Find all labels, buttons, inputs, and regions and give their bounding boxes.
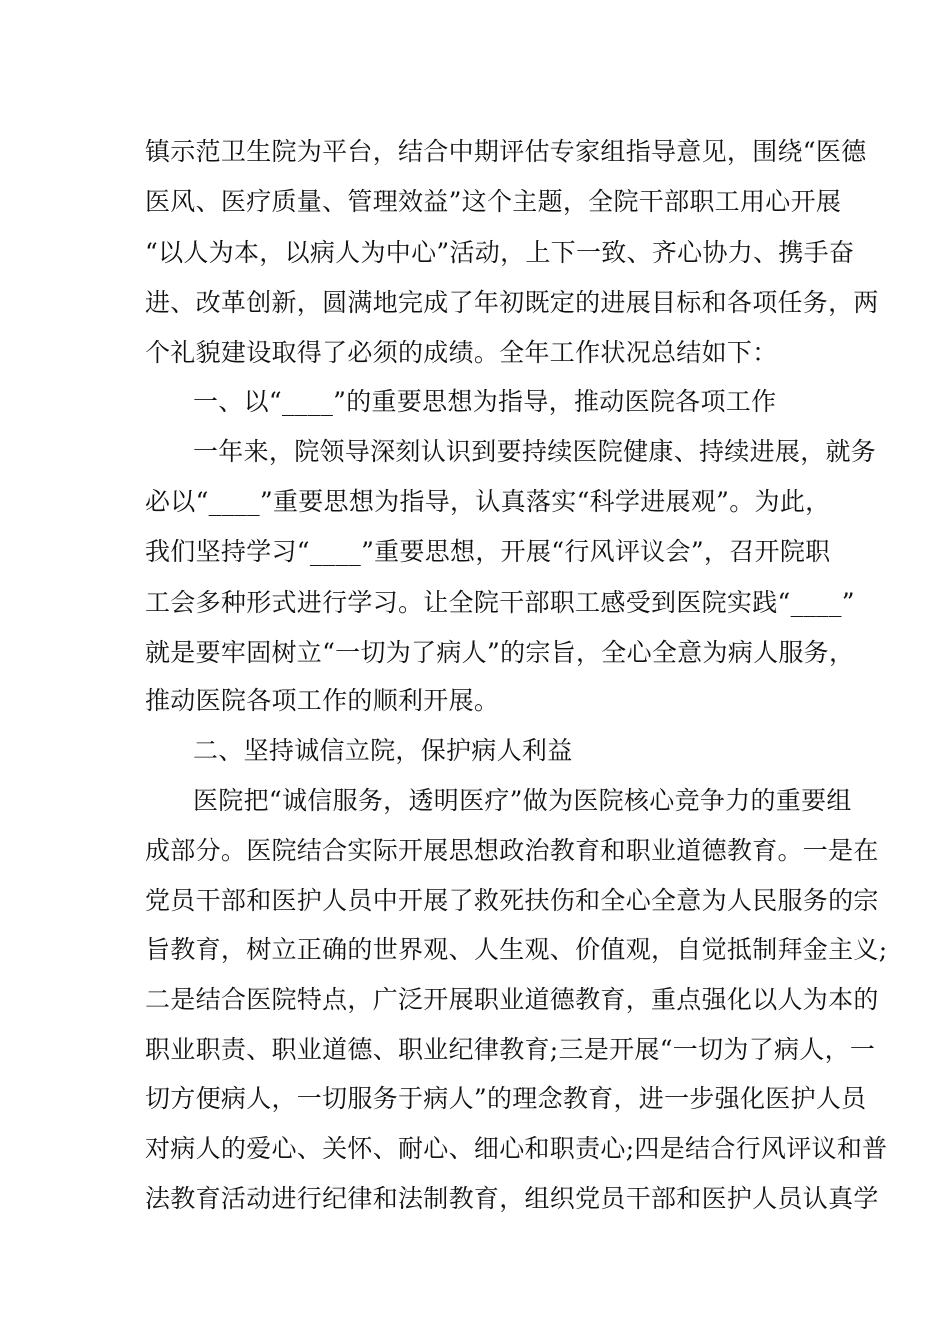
text-line: 成部分。医院结合实际开展思想政治教育和职业道德教育。一是在	[145, 836, 879, 865]
text-line: 个礼貌建设取得了必须的成绩。全年工作状况总结如下：	[145, 338, 778, 367]
text-line: 一年来，院领导深刻认识到要持续医院健康、持续进展，就务	[193, 437, 877, 466]
text-line: 必以“____”重要思想为指导，认真落实“科学进展观”。为此，	[145, 487, 831, 516]
section-heading: 二、坚持诚信立院，保护病人利益	[193, 736, 573, 765]
text-line: 法教育活动进行纪律和法制教育，组织党员干部和医护人员认真学	[145, 1184, 879, 1213]
text-line: 镇示范卫生院为平台，结合中期评估专家组指导意见，围绕“医德	[145, 137, 867, 166]
text-line: 党员干部和医护人员中开展了救死扶伤和全心全意为人民服务的宗	[145, 886, 879, 915]
text-line: 医风、医疗质量、管理效益”这个主题，全院干部职工用心开展	[145, 187, 842, 216]
text-line: 旨教育，树立正确的世界观、人生观、价值观，自觉抵制拜金主义;	[145, 935, 888, 964]
text-line: 对病人的爱心、关怀、耐心、细心和职责心;四是结合行风评议和普	[145, 1134, 888, 1163]
text-line: 二是结合医院特点，广泛开展职业道德教育，重点强化以人为本的	[145, 985, 879, 1014]
text-line: “以人为本，以病人为中心”活动，上下一致、齐心协力、携手奋	[145, 238, 855, 267]
text-line: 工会多种形式进行学习。让全院干部职工感受到医院实践“____”	[145, 588, 855, 617]
text-line: 进、改革创新，圆满地完成了年初既定的进展目标和各项任务，两	[145, 288, 879, 317]
text-line: 医院把“诚信服务，透明医疗”做为医院核心竞争力的重要组	[193, 786, 852, 815]
text-line: 推动医院各项工作的顺利开展。	[145, 686, 500, 715]
section-heading: 一、以“____”的重要思想为指导，推动医院各项工作	[193, 387, 777, 416]
text-line: 职业职责、职业道德、职业纪律教育;三是开展“一切为了病人，一	[145, 1035, 876, 1064]
text-line: 切方便病人，一切服务于病人”的理念教育，进一步强化医护人员	[145, 1084, 867, 1113]
text-line: 就是要牢固树立“一切为了病人”的宗旨，全心全意为病人服务，	[145, 638, 855, 667]
text-line: 我们坚持学习“____”重要思想，开展“行风评议会”，召开院职	[145, 537, 831, 566]
